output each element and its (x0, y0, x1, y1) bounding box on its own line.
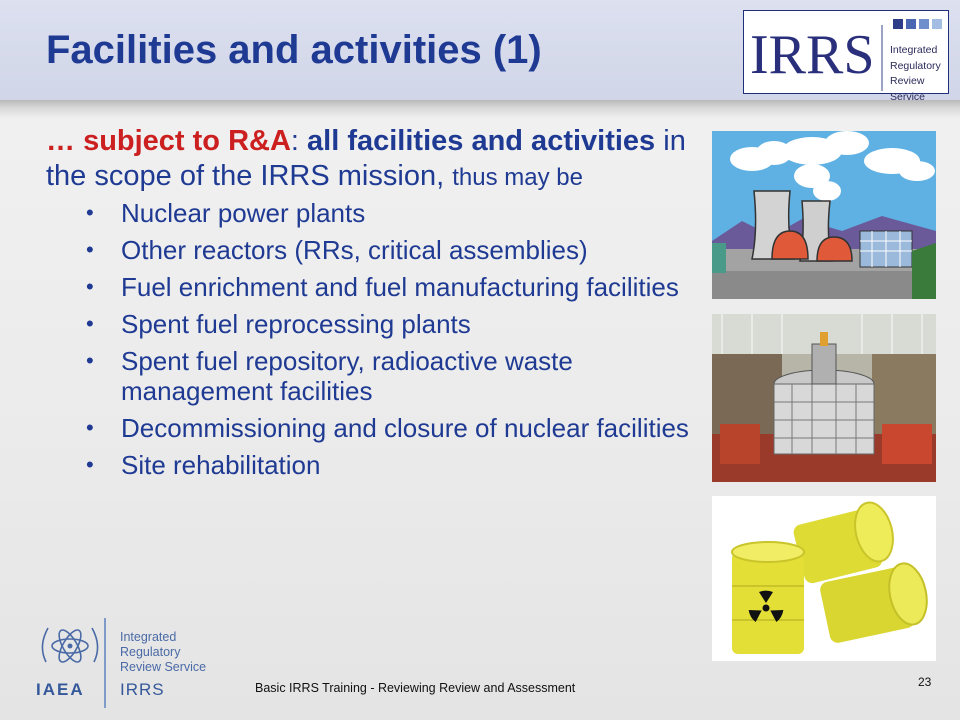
footer-text: Basic IRRS Training - Reviewing Review and Assessment (255, 681, 576, 695)
radioactive-barrels-image (712, 496, 936, 661)
list-item-text: Spent fuel reprocessing plants (121, 309, 471, 339)
slide-title: Facilities and activities (1) (46, 28, 542, 72)
service-line: Regulatory (120, 645, 181, 659)
lead-ellipsis: … (46, 125, 75, 157)
facility-list (46, 198, 706, 480)
bullet-icon: • (86, 452, 94, 477)
bullet-icon: • (86, 237, 94, 262)
service-line: Review Service (120, 660, 207, 674)
list-item-text: Fuel enrichment and fuel manufacturing facilities (121, 272, 679, 302)
service-line: Integrated (120, 630, 177, 644)
page-number: 23 (918, 675, 932, 689)
iaea-emblem-icon (34, 618, 106, 678)
irrs-logo-text (890, 43, 941, 105)
lead-paragraph (46, 124, 706, 195)
list-item-text: Nuclear power plants (121, 198, 366, 228)
bullet-icon: • (86, 200, 94, 225)
list-item-text: Other reactors (RRs, critical assemblies) (121, 235, 588, 265)
irrs-wordmark: IRRS (750, 24, 875, 86)
irrs-logo-line: Service (890, 90, 926, 103)
header-divider (0, 100, 960, 118)
list-item (46, 272, 706, 302)
iaea-wordmark: IAEA (36, 680, 85, 699)
list-item (46, 198, 706, 228)
list-item (46, 235, 706, 265)
lead-all-facilities: all facilities and activities (307, 125, 656, 157)
barrel-front (732, 542, 804, 654)
list-item (46, 309, 706, 339)
lead-subject: subject to R&A (83, 125, 291, 157)
list-item (46, 413, 706, 443)
iaea-service-text (120, 630, 206, 675)
lead-colon: : (290, 125, 299, 157)
list-item-text: Spent fuel repository, radioactive waste management facilities (121, 346, 573, 406)
iaea-logo-divider (104, 618, 106, 708)
lead-scope: in the scope of the IRRS mission, (46, 125, 686, 192)
list-item-text: Site rehabilitation (121, 450, 321, 480)
bullet-icon: • (86, 311, 94, 336)
bullet-icon: • (86, 415, 94, 440)
iaea-irrs-word: IRRS (120, 680, 165, 699)
irrs-logo-line: Regulatory (890, 59, 941, 72)
iaea-logo (30, 614, 210, 716)
nuclear-power-plant-image (712, 131, 936, 299)
slide-content (46, 124, 706, 487)
bullet-icon: • (86, 274, 94, 299)
bullet-icon: • (86, 348, 94, 373)
list-item (46, 450, 706, 480)
lead-thus: thus may be (452, 164, 583, 191)
irrs-logo-line: Integrated (890, 44, 938, 56)
irrs-logo-line: Review (890, 75, 925, 87)
list-item (46, 346, 706, 406)
list-item-text: Decommissioning and closure of nuclear facilities (121, 413, 689, 443)
irrs-logo (743, 10, 949, 103)
reactor-hall-image (712, 314, 936, 482)
